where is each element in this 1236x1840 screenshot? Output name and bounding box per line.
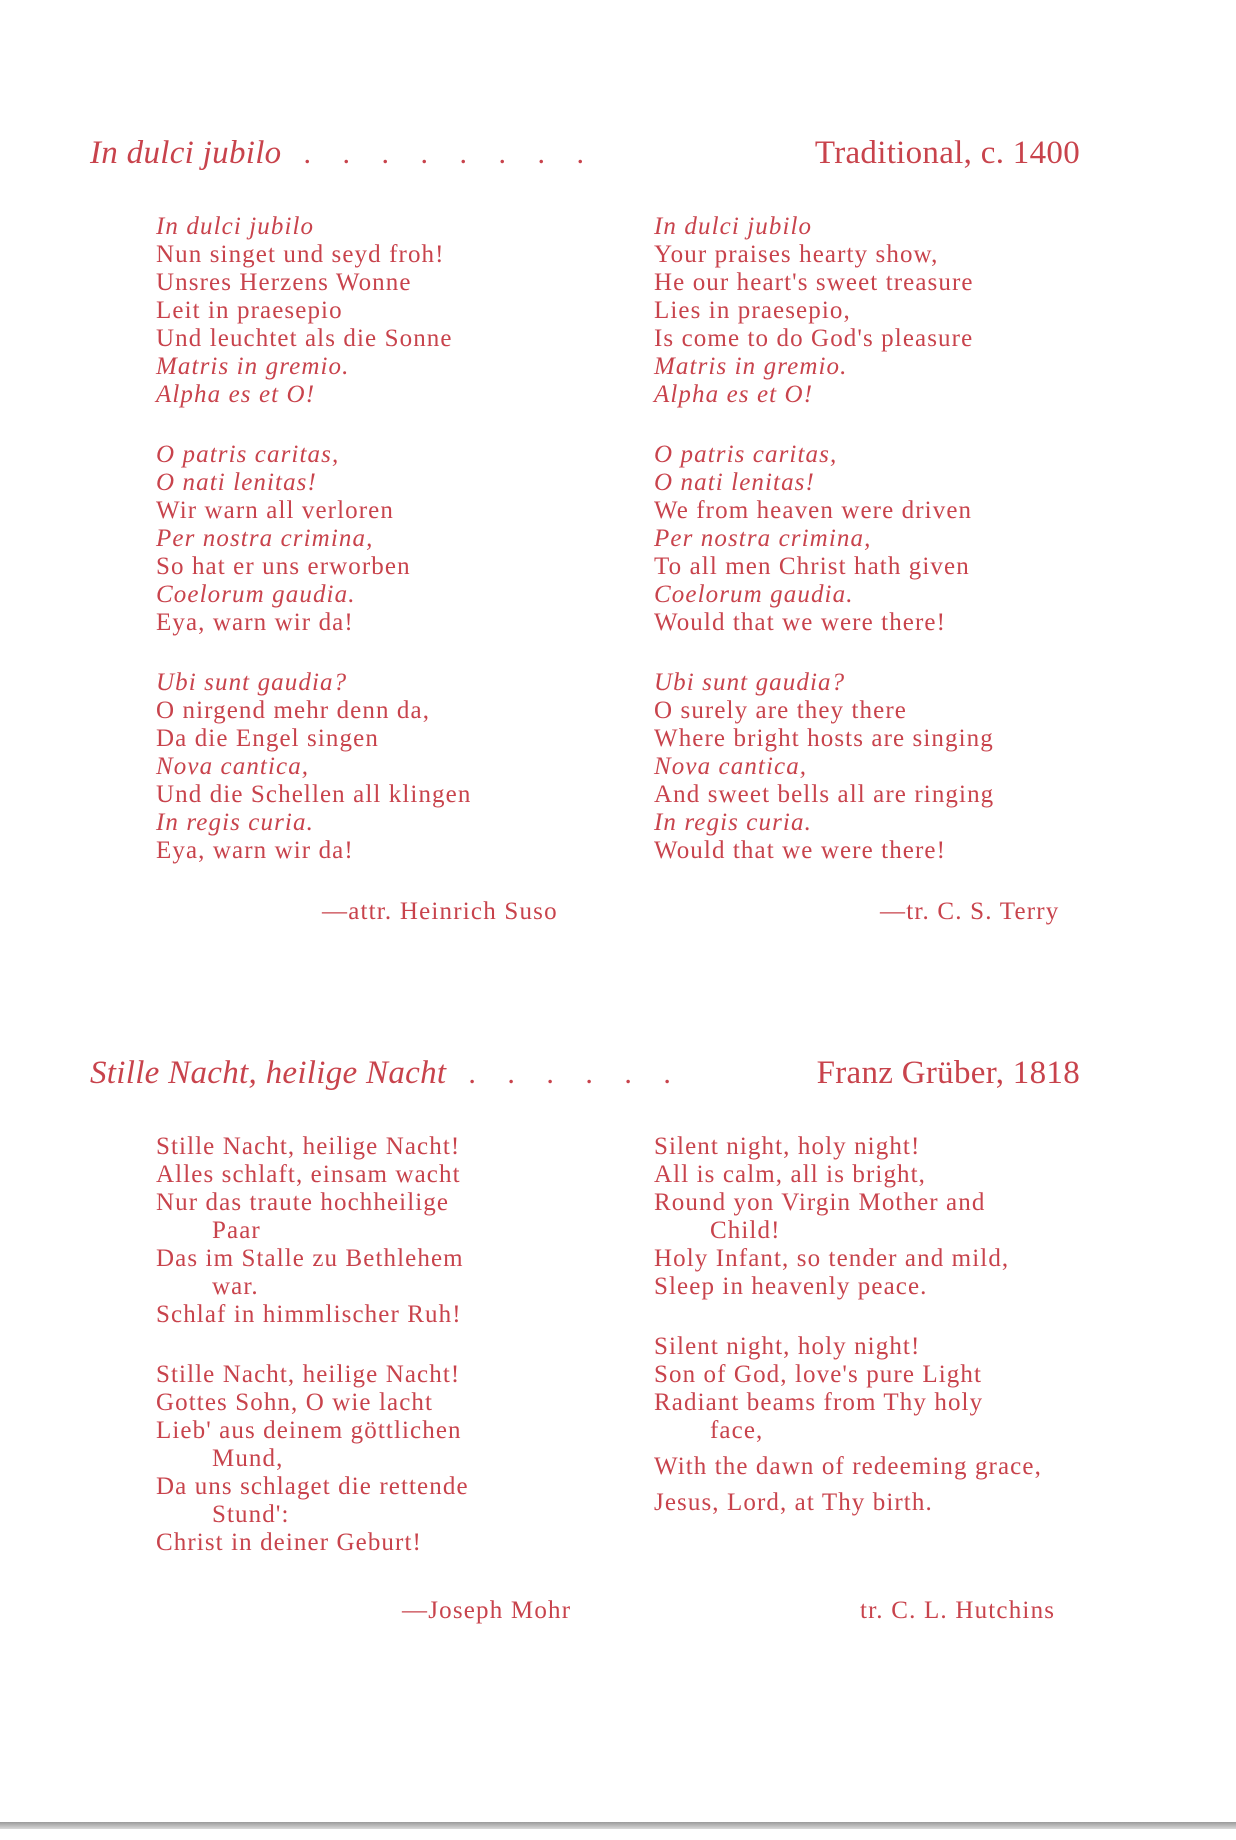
verse-line: Ubi sunt gaudia? <box>654 669 846 696</box>
stanza <box>654 1333 1114 1517</box>
verse-line: Per nostra crimina, <box>654 525 872 552</box>
verse-line: Mund, <box>212 1445 284 1472</box>
verse-line: He our heart's sweet treasure <box>654 269 974 296</box>
verse-line: Coelorum gaudia. <box>156 581 356 608</box>
verse-line: O nati lenitas! <box>156 469 317 496</box>
stanza <box>654 1133 1114 1301</box>
verse-line: Is come to do God's pleasure <box>654 325 974 352</box>
stanza <box>156 669 616 865</box>
verse-line: O surely are they there <box>654 697 907 724</box>
verse-line: Gottes Sohn, O wie lacht <box>156 1389 434 1416</box>
verse-line: Paar <box>212 1217 261 1244</box>
stanza <box>654 669 1114 865</box>
song-composer: Franz Grüber, 1818 <box>816 1055 1080 1091</box>
stanza <box>156 441 616 637</box>
verse-line: O patris caritas, <box>654 441 838 468</box>
verse-line: Radiant beams from Thy holy <box>654 1389 984 1416</box>
original-attribution: —Joseph Mohr <box>402 1597 572 1624</box>
original-text-column <box>156 213 616 897</box>
verse-line: Coelorum gaudia. <box>654 581 854 608</box>
verse-line: Stille Nacht, heilige Nacht! <box>156 1361 461 1388</box>
verse-line: O nirgend mehr denn da, <box>156 697 431 724</box>
song-heading <box>90 135 1080 185</box>
verse-line: Leit in praesepio <box>156 297 343 324</box>
song-composer: Traditional, c. 1400 <box>814 135 1080 171</box>
verse-line: And sweet bells all are ringing <box>654 781 995 808</box>
verse-line: Stund': <box>212 1501 290 1528</box>
verse-line: Eya, warn wir da! <box>156 837 354 864</box>
verse-line: With the dawn of redeeming grace, <box>654 1453 1042 1480</box>
verse-line: Nun singet und seyd froh! <box>156 241 445 268</box>
verse-line: In regis curia. <box>654 809 812 836</box>
stanza <box>156 213 616 409</box>
verse-line: Nur das traute hochheilige <box>156 1189 450 1216</box>
verse-line: So hat er uns erworben <box>156 553 411 580</box>
translation-attribution: —tr. C. S. Terry <box>880 898 1060 925</box>
verse-line: We from heaven were driven <box>654 497 973 524</box>
verse-line: Unsres Herzens Wonne <box>156 269 412 296</box>
verse-line: Round yon Virgin Mother and <box>654 1189 986 1216</box>
stanza <box>156 1361 616 1557</box>
verse-line: Da die Engel singen <box>156 725 379 752</box>
original-text-column <box>156 1133 616 1589</box>
verse-line: Silent night, holy night! <box>654 1333 921 1360</box>
verse-line: Would that we were there! <box>654 837 947 864</box>
verse-line: Nova cantica, <box>156 753 310 780</box>
verse-line: Silent night, holy night! <box>654 1133 921 1160</box>
verse-line: All is calm, all is bright, <box>654 1161 927 1188</box>
translation-text-column <box>654 213 1114 897</box>
verse-line: Stille Nacht, heilige Nacht! <box>156 1133 461 1160</box>
verse-line: Lieb' aus deinem göttlichen <box>156 1417 462 1444</box>
song-title: In dulci jubilo <box>90 135 282 171</box>
verse-line: O nati lenitas! <box>654 469 815 496</box>
verse-line: In dulci jubilo <box>156 213 315 240</box>
verse-line: Eya, warn wir da! <box>156 609 354 636</box>
dot-leader: . . . . . . <box>468 1057 683 1090</box>
verse-line: Alpha es et O! <box>156 381 316 408</box>
verse-line: In regis curia. <box>156 809 314 836</box>
verse-line: Und die Schellen all klingen <box>156 781 472 808</box>
verse-line: Matris in gremio. <box>654 353 848 380</box>
verse-line: Would that we were there! <box>654 609 947 636</box>
verse-line: Your praises hearty show, <box>654 241 939 268</box>
song-heading <box>90 1055 1080 1105</box>
verse-line: face, <box>710 1417 764 1444</box>
translation-attribution: tr. C. L. Hutchins <box>860 1597 1056 1624</box>
verse-line: Lies in praesepio, <box>654 297 851 324</box>
verse-line: Alpha es et O! <box>654 381 814 408</box>
verse-line: Sleep in heavenly peace. <box>654 1273 928 1300</box>
verse-line: O patris caritas, <box>156 441 340 468</box>
stanza <box>156 1133 616 1329</box>
stanza <box>654 213 1114 409</box>
verse-line: To all men Christ hath given <box>654 553 970 580</box>
scan-edge-shadow <box>0 1822 1236 1829</box>
dot-leader: . . . . . . . . <box>303 137 596 170</box>
verse-line: Matris in gremio. <box>156 353 350 380</box>
verse-line: Child! <box>710 1217 781 1244</box>
verse-line: Schlaf in himmlischer Ruh! <box>156 1301 462 1328</box>
verse-line: Und leuchtet als die Sonne <box>156 325 453 352</box>
stanza <box>654 441 1114 637</box>
verse-line: Ubi sunt gaudia? <box>156 669 348 696</box>
translation-text-column <box>654 1133 1114 1549</box>
verse-line: Nova cantica, <box>654 753 808 780</box>
verse-line: Alles schlaft, einsam wacht <box>156 1161 461 1188</box>
verse-line: Where bright hosts are singing <box>654 725 994 752</box>
song-title: Stille Nacht, heilige Nacht <box>90 1055 447 1091</box>
verse-line: Holy Infant, so tender and mild, <box>654 1245 1010 1272</box>
verse-line: Christ in deiner Geburt! <box>156 1529 422 1556</box>
verse-line: Das im Stalle zu Bethlehem <box>156 1245 464 1272</box>
verse-line: Da uns schlaget die rettende <box>156 1473 469 1500</box>
verse-line: In dulci jubilo <box>654 213 813 240</box>
verse-line: Per nostra crimina, <box>156 525 374 552</box>
verse-line: Wir warn all verloren <box>156 497 394 524</box>
verse-line: Jesus, Lord, at Thy birth. <box>654 1489 933 1516</box>
verse-line: war. <box>212 1273 259 1300</box>
verse-line: Son of God, love's pure Light <box>654 1361 983 1388</box>
original-attribution: —attr. Heinrich Suso <box>322 898 558 925</box>
